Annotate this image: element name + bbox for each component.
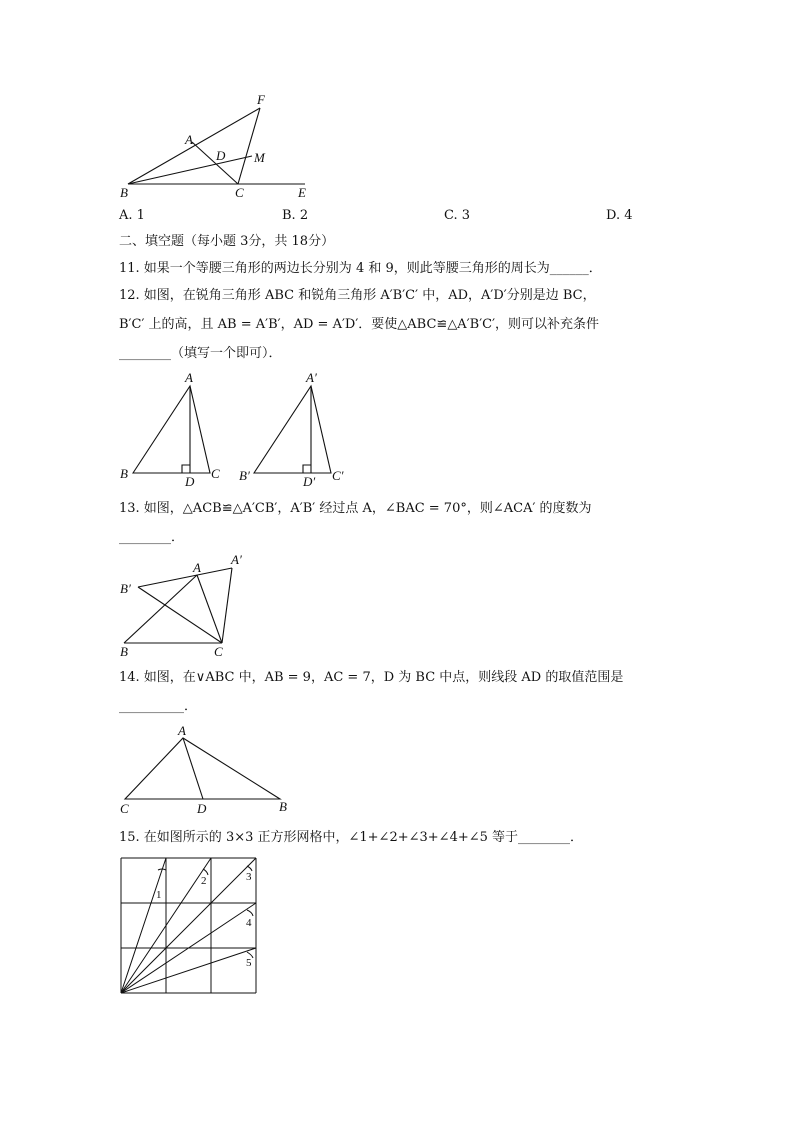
label-A: A: [185, 132, 193, 147]
right-angle-D: [182, 465, 190, 473]
angle-4-label: 4: [246, 917, 252, 929]
label-M: M: [254, 150, 265, 165]
label-A: A: [178, 723, 186, 738]
right-angle-D2: [303, 465, 311, 473]
choice-a[interactable]: A. 1: [119, 208, 145, 223]
line-BA: [124, 575, 197, 643]
label-C: C: [211, 466, 220, 481]
q14-figure: [115, 720, 300, 818]
label-F: F: [257, 92, 265, 107]
q15-grid-figure: [115, 852, 265, 997]
question-11: 11. 如果一个等腰三角形的两边长分别为 4 和 9，则此等腰三角形的周长为______．: [119, 261, 602, 276]
label-C: C: [214, 644, 223, 659]
line-A2C: [222, 568, 232, 643]
question-15: 15. 在如图所示的 3×3 正方形网格中，∠1+∠2+∠3+∠4+∠5 等于________．: [119, 830, 584, 845]
angle-3-label: 3: [246, 871, 252, 883]
label-D: D: [185, 474, 195, 486]
question-14-line1: 14. 如图，在∨ABC 中，AB = 9，AC = 7，D 为 BC 中点，则线段 AD 的取值范围是: [119, 670, 624, 685]
line-B2C: [138, 587, 222, 643]
choice-b[interactable]: B. 2: [282, 208, 309, 223]
label-A: A: [193, 560, 201, 575]
angle-5-label: 5: [246, 957, 252, 969]
label-B: B: [120, 466, 128, 481]
label-B-prime: B′: [239, 468, 250, 483]
question-13-line1: 13. 如图，△ACB≌△A′CB′，A′B′ 经过点 A，∠BAC = 70°，则∠ACA′ 的度数为: [119, 501, 592, 516]
triangle-ABC: [133, 386, 210, 473]
label-A-prime: A′: [306, 370, 317, 385]
question-12-line1: 12. 如图，在锐角三角形 ABC 和锐角三角形 A′B′C′ 中，AD，A′D′分别是边 BC，: [119, 288, 596, 303]
question-12-line2: B′C′ 上的高，且 AB = A′B′，AD = A′D′．要使△ABC≌△A′B′C′，则可以补充条件: [119, 317, 600, 332]
median-AD: [183, 738, 203, 799]
angle-2-label: 2: [201, 875, 207, 887]
question-13-line2: ________．: [119, 530, 185, 545]
question-12-line3: ________（填写一个即可）．: [119, 346, 282, 361]
label-C: C: [235, 185, 244, 200]
triangle-A2B2C2: [254, 386, 331, 473]
label-C-prime: C′: [332, 468, 344, 483]
label-A: A: [185, 370, 193, 385]
label-D-prime: D′: [303, 474, 316, 486]
line-AC: [197, 575, 222, 643]
label-B: B: [279, 799, 287, 814]
label-A-prime: A′: [231, 552, 242, 567]
section-heading: 二、填空题（每小题 3分，共 18分）: [119, 234, 335, 249]
label-B: B: [120, 185, 128, 200]
label-B-prime: B′: [120, 581, 131, 596]
q13-figure: [115, 552, 260, 660]
rays: [121, 858, 256, 993]
label-C: C: [120, 801, 129, 816]
label-D: D: [197, 801, 207, 816]
choice-d[interactable]: D. 4: [606, 208, 633, 223]
choice-c[interactable]: C. 3: [444, 208, 471, 223]
triangle-ABC: [125, 738, 280, 799]
label-B: B: [120, 644, 128, 659]
line-B2A2: [138, 568, 232, 587]
label-E: E: [298, 185, 306, 200]
q10-figure: [110, 90, 330, 205]
line-BF: [128, 108, 260, 184]
line-AC: [192, 142, 238, 184]
angle-1-label: 1: [156, 889, 162, 901]
q12-figure: [115, 368, 365, 486]
label-D: D: [216, 148, 226, 163]
question-14-line2: __________．: [119, 699, 198, 714]
